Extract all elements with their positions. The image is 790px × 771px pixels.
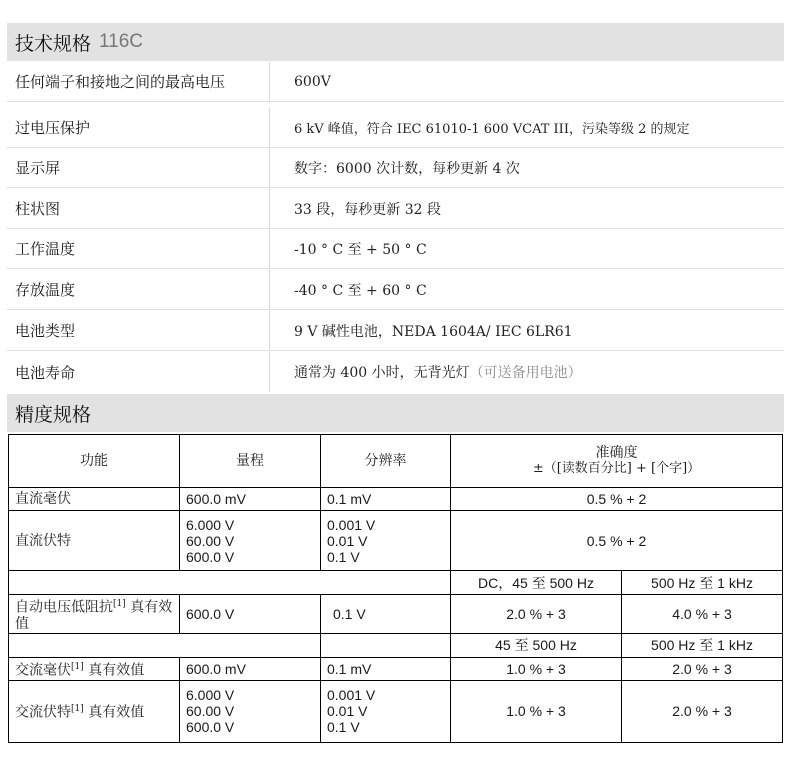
spec-value: 600V [294, 73, 331, 90]
resolution-cell [321, 680, 451, 742]
table-row [9, 657, 783, 680]
spec-label: 显示屏 [7, 148, 270, 187]
function-name-tail: 真有效值 [83, 662, 145, 679]
resolution-cell: 0.1 mV [321, 657, 451, 680]
resolution-value: 0.001 V [327, 687, 376, 704]
function-cell: 直流毫伏 [9, 488, 180, 511]
battery-life-value: 通常为 400 小时，无背光灯 [294, 365, 470, 381]
range-header: 量程 [180, 435, 321, 488]
function-cell [9, 657, 180, 680]
accuracy-cell: 0.5 % + 2 [451, 488, 783, 511]
range-value: 600.0 V [186, 548, 235, 565]
spec-row [7, 352, 784, 392]
accuracy-cell: 1.0 % + 3 [451, 680, 622, 742]
spec-label: 过电压保护 [7, 108, 270, 147]
table-row [9, 511, 783, 571]
empty-cell [9, 571, 451, 595]
spec-label: 电池类型 [7, 311, 270, 350]
resolution-cell: 0.1 V [321, 595, 451, 634]
frequency-header-row [9, 571, 783, 595]
resolution-value: 0.01 V [327, 532, 368, 549]
spec-label: 工作温度 [7, 229, 270, 268]
table-row [9, 595, 783, 634]
spec-value [270, 362, 582, 382]
accuracy-cell: 2.0 % + 3 [622, 657, 783, 680]
frequency-band-cell: 500 Hz 至 1 kHz [622, 571, 783, 595]
resolution-header: 分辨率 [321, 435, 451, 488]
range-cell: 600.0 mV [180, 488, 321, 511]
function-cell: 直流伏特 [9, 511, 180, 571]
spec-row [7, 270, 784, 310]
spec-value: 9 V 碱性电池，NEDA 1604A/ IEC 6LR61 [294, 323, 573, 340]
range-value: 6.000 V [186, 687, 235, 704]
accuracy-header [451, 435, 783, 488]
table-row [9, 680, 783, 742]
spec-row [7, 62, 784, 102]
battery-life-note: （可送备用电池） [469, 365, 582, 381]
function-name-tail: 真有效值 [15, 599, 173, 632]
resolution-value: 0.1 V [327, 719, 360, 736]
resolution-cell [321, 511, 451, 571]
spec-label: 柱状图 [7, 189, 270, 228]
accuracy-cell: 2.0 % + 3 [622, 680, 783, 742]
range-value: 60.00 V [186, 532, 235, 549]
spec-value: -40 ° C 至 + 60 ° C [294, 282, 427, 299]
function-name: 交流毫伏 [15, 662, 71, 679]
spec-value: 6 kV 峰值，符合 IEC 61010-1 600 VCAT III，污染等级 2 的规定 [294, 122, 690, 137]
function-cell [9, 680, 180, 742]
function-name: 交流伏特 [15, 704, 71, 721]
spec-row [7, 108, 784, 148]
table-header-row [9, 435, 783, 488]
spec-label: 任何端子和接地之间的最高电压 [7, 62, 270, 101]
function-name-tail: 真有效值 [83, 704, 145, 721]
footnote-ref: [1] [71, 704, 84, 715]
spec-value: 33 段，每秒更新 32 段 [294, 201, 441, 218]
spec-value: -10 ° C 至 + 50 ° C [294, 241, 427, 258]
frequency-band-cell: DC，45 至 500 Hz [451, 571, 622, 595]
frequency-band-cell: 45 至 500 Hz [451, 633, 622, 657]
spec-label: 存放温度 [7, 270, 270, 309]
accuracy-title: 精度规格 [15, 403, 92, 426]
function-header: 功能 [9, 435, 180, 488]
accuracy-table [8, 434, 783, 743]
accuracy-cell: 2.0 % + 3 [451, 595, 622, 634]
accuracy-cell: 0.5 % + 2 [451, 511, 783, 571]
spec-title: 技术规格 [15, 32, 92, 55]
resolution-value: 0.1 V [327, 548, 360, 565]
accuracy-header-line1: 准确度 [595, 445, 638, 461]
range-cell [180, 680, 321, 742]
spec-value: 数字：6000 次计数，每秒更新 4 次 [294, 160, 520, 177]
range-cell [180, 511, 321, 571]
resolution-cell: 0.1 mV [321, 488, 451, 511]
accuracy-header-line2: ±（[读数百分比] + [个字]） [532, 461, 701, 476]
range-cell: 600.0 mV [180, 657, 321, 680]
spec-row [7, 311, 784, 351]
spec-row [7, 229, 784, 269]
empty-cell [321, 633, 451, 657]
spec-row [7, 148, 784, 188]
accuracy-section-header [7, 394, 784, 432]
resolution-value: 0.001 V [327, 516, 376, 533]
range-value: 600.0 V [186, 719, 235, 736]
spec-section-header [7, 23, 784, 61]
footnote-ref: [1] [113, 599, 126, 609]
range-value: 60.00 V [186, 703, 235, 720]
spec-row [7, 189, 784, 229]
model-number: 116C [99, 31, 144, 52]
resolution-value: 0.01 V [327, 703, 368, 720]
range-cell: 600.0 V [180, 595, 321, 634]
range-value: 6.000 V [186, 516, 235, 533]
function-cell [9, 595, 180, 634]
table-row [9, 488, 783, 511]
accuracy-cell: 1.0 % + 3 [451, 657, 622, 680]
spec-label: 电池寿命 [7, 352, 270, 392]
accuracy-cell: 4.0 % + 3 [622, 595, 783, 634]
function-name: 自动电压低阻抗 [15, 599, 113, 616]
empty-cell [9, 633, 321, 657]
frequency-header-row [9, 633, 783, 657]
frequency-band-cell: 500 Hz 至 1 kHz [622, 633, 783, 657]
footnote-ref: [1] [71, 661, 84, 672]
